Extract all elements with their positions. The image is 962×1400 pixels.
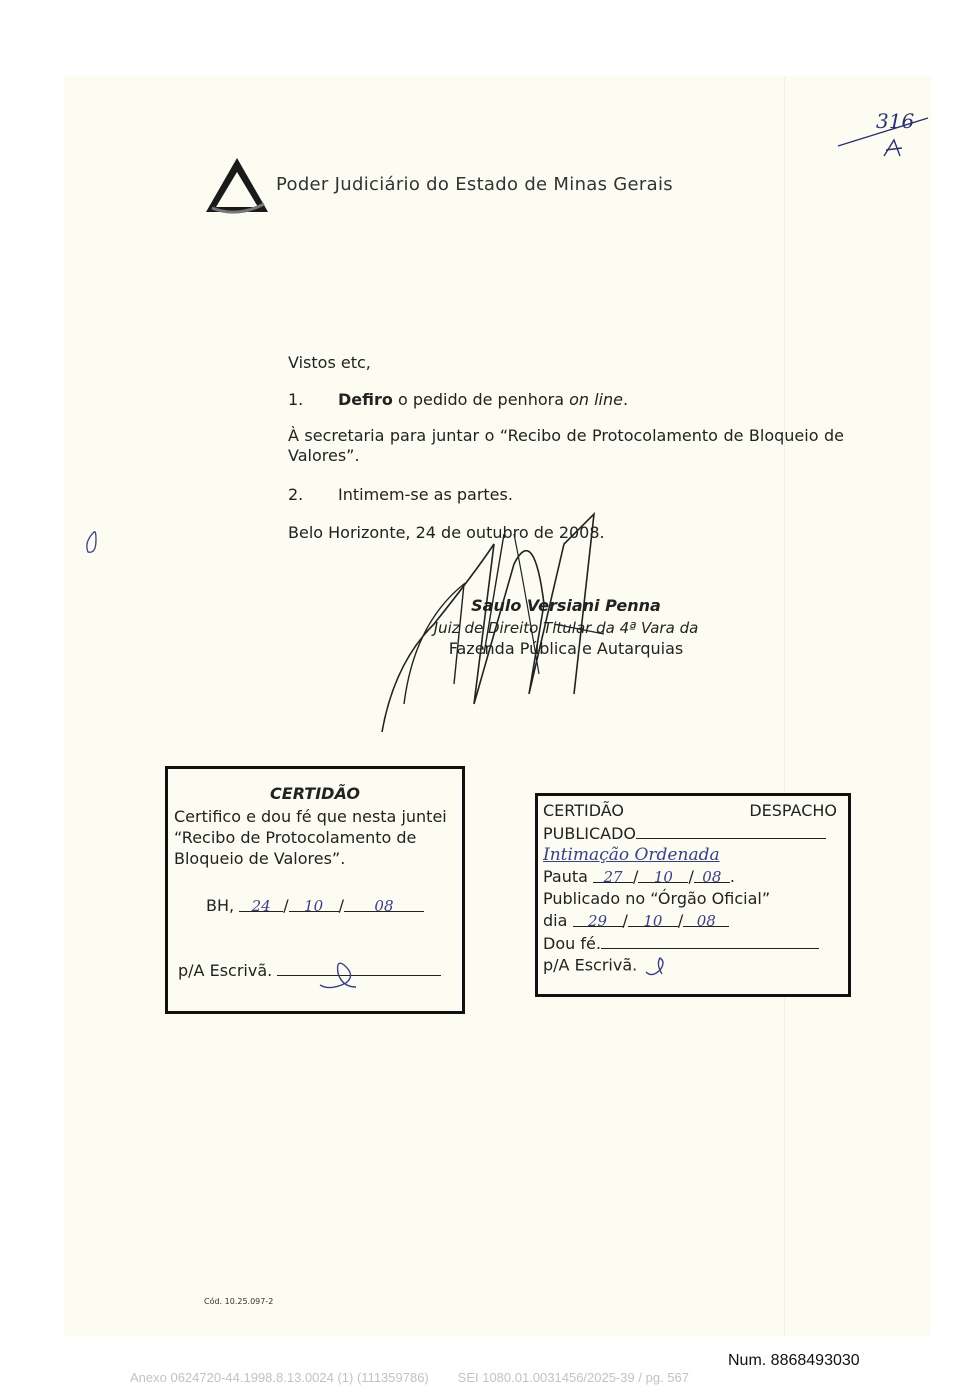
local-date: Belo Horizonte, 24 de outubro de 2008. — [288, 523, 605, 542]
despacho-dia-month: 10 — [643, 912, 663, 930]
certidao-bh-label: BH, — [206, 896, 235, 915]
certidao-text: Certifico e dou fé que nesta juntei “Recibo de Protocolamento de Bloqueio de Valores”. — [174, 807, 447, 868]
despacho-publicado-label: PUBLICADO — [543, 824, 636, 843]
despacho-pauta-label: Pauta — [543, 867, 588, 886]
signer-role-line-2: Fazenda Pública e Autarquias — [448, 639, 684, 658]
despacho-dia-year: 08 — [696, 912, 716, 930]
document-page — [64, 76, 931, 1336]
despacho-dia-day: 29 — [587, 912, 608, 930]
vistos-text: Vistos etc, — [288, 353, 371, 372]
handwritten-page-number — [836, 100, 936, 170]
despacho-dou-fe: Dou fé. — [543, 934, 601, 953]
certidao-date: BH, 24 / 10 / 08 — [206, 895, 424, 916]
item-1-bold: Defiro — [338, 390, 393, 409]
certidao-year: 08 — [374, 897, 394, 915]
signer-name: Saulo Versiani Penna — [471, 596, 661, 615]
item-1-text: o pedido de penhora — [392, 390, 570, 409]
court-header-title: Poder Judiciário do Estado de Minas Gerais — [276, 174, 673, 195]
item-1-italic: on line — [569, 390, 623, 409]
item-2-number: 2. — [288, 485, 304, 504]
despacho-stamp: CERTIDÃO DESPACHO PUBLICADO Intimação Ordenada Pauta 27 / 10 / 08 . Publicado no “Órgão Oficial” dia 29 / 10 / 08 Dou fé. p/A Escrivã. — [535, 793, 851, 997]
item-1-number: 1. — [288, 390, 304, 409]
despacho-escriva-label: p/A Escrivã. — [543, 955, 638, 975]
certidao-day: 24 — [251, 897, 271, 915]
margin-handwritten-mark — [82, 528, 102, 558]
despacho-pauta-year: 08 — [702, 868, 722, 886]
despacho-pauta-day: 27 — [603, 868, 623, 886]
despacho-certidao-label: CERTIDÃO — [543, 801, 625, 820]
certidao-initials-signature — [316, 957, 362, 991]
fold-line — [784, 76, 785, 1336]
despacho-pauta-month: 10 — [653, 868, 673, 886]
certidao-stamp — [165, 766, 465, 1014]
despacho-initials-signature — [642, 954, 672, 978]
certidao-title: CERTIDÃO — [270, 784, 360, 803]
svg-text:316: 316 — [876, 109, 915, 133]
item-1-end: . — [622, 390, 629, 409]
certidao-escriva — [178, 959, 441, 981]
despacho-handwritten-text: Intimação Ordenada — [543, 845, 720, 865]
anexo-footer: Anexo 0624720-44.1998.8.13.0024 (1) (111359786) SEI 1080.01.0031456/2025-39 / pg. 567 — [130, 1370, 689, 1385]
tjmg-logo-icon — [204, 156, 270, 214]
signer-role-line-1: Juiz de Direito Titular da 4ª Vara da — [433, 619, 699, 637]
despacho-dia-label: dia — [543, 911, 568, 930]
secretaria-text: À secretaria para juntar o “Recibo de Protocolamento de Bloqueio de Valores”. — [288, 426, 844, 465]
certidao-month: 10 — [304, 897, 324, 915]
handwritten-signature — [364, 504, 664, 744]
document-number: Num. 8868493030 — [728, 1352, 860, 1369]
item-2 — [288, 485, 844, 505]
despacho-publicado-orgao: Publicado no “Órgão Oficial” — [543, 889, 771, 908]
certidao-escriva-label: p/A Escrivã. — [178, 961, 273, 980]
form-code: Cód. 10.25.097-2 — [204, 1297, 274, 1306]
item-1 — [288, 390, 844, 410]
despacho-label: DESPACHO — [749, 801, 837, 820]
item-2-text: Intimem-se as partes. — [338, 485, 513, 504]
